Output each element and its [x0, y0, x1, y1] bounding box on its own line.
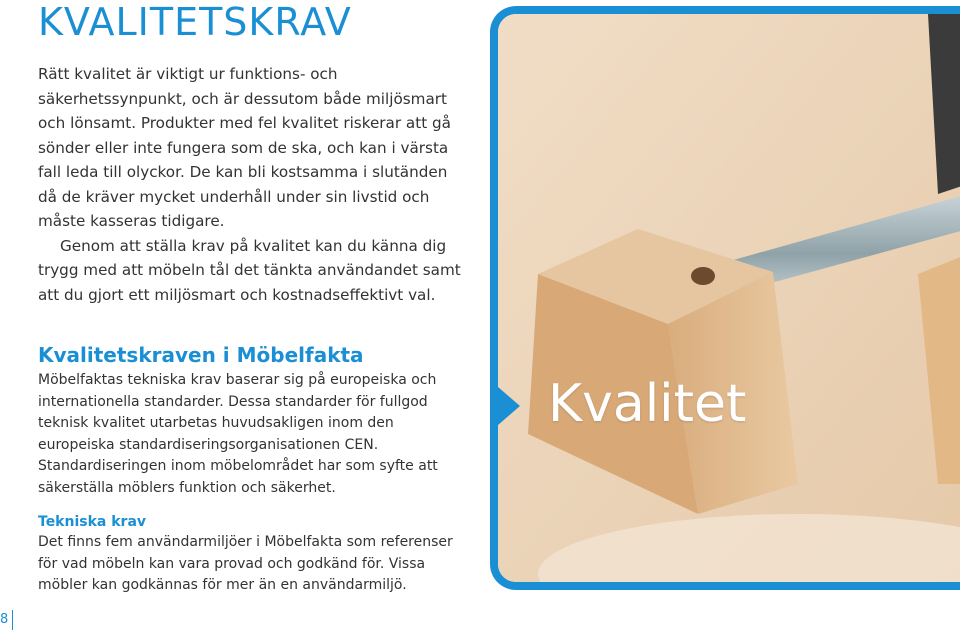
page-number: 8: [0, 612, 9, 627]
photo-label: Kvalitet: [548, 374, 747, 434]
intro-text-1: Rätt kvalitet är viktigt ur funktions- och säkerhetssynpunkt, och är dessutom både miljösmart och lönsamt. Produkter med fel kvalitet riskerar att gå sönder eller inte fungera som de ska, och kan i värsta fall leda till olyckor. De kan bli kostsamma i slutänden då de kräver mycket underhåll under sin livstid och måste kasseras tidigare.: [38, 65, 451, 230]
tekniska-krav-heading: Tekniska krav: [38, 514, 147, 530]
mobelfakta-heading: Kvalitetskraven i Möbelfakta: [38, 343, 364, 367]
dowel-hole: [691, 267, 715, 285]
intro-text-2: Genom att ställa krav på kvalitet kan du känna dig trygg med att möbeln tål det tänkta användandet samt att du gjort ett miljösmart och kostnadseffektivt val.: [38, 236, 461, 304]
page-title: KVALITETSKRAV: [38, 0, 352, 44]
tekniska-krav-text: Det finns fem användarmiljöer i Möbelfakta som referenser för vad möbeln kan vara provad och godkänd för. Vissa möbler kan godkännas för mer än en användarmiljö.: [38, 534, 453, 593]
photo-frame: [490, 6, 960, 590]
mobelfakta-text: Möbelfaktas tekniska krav baserar sig på europeiska och internationella standarder. Dessa standarder för fullgod teknisk kvalitet utarbetas huvudsakligen inom den europeiska standardiseringsorganisationen CEN. Standardiseringen inom möbelområdet har som syfte att säkerställa möblers funktion och säkerhet.: [38, 372, 438, 496]
wood-clamp-photo: [498, 14, 960, 584]
intro-paragraph: [38, 62, 468, 307]
page-number-divider: [12, 610, 13, 630]
photo-arrow-marker: [490, 380, 520, 432]
